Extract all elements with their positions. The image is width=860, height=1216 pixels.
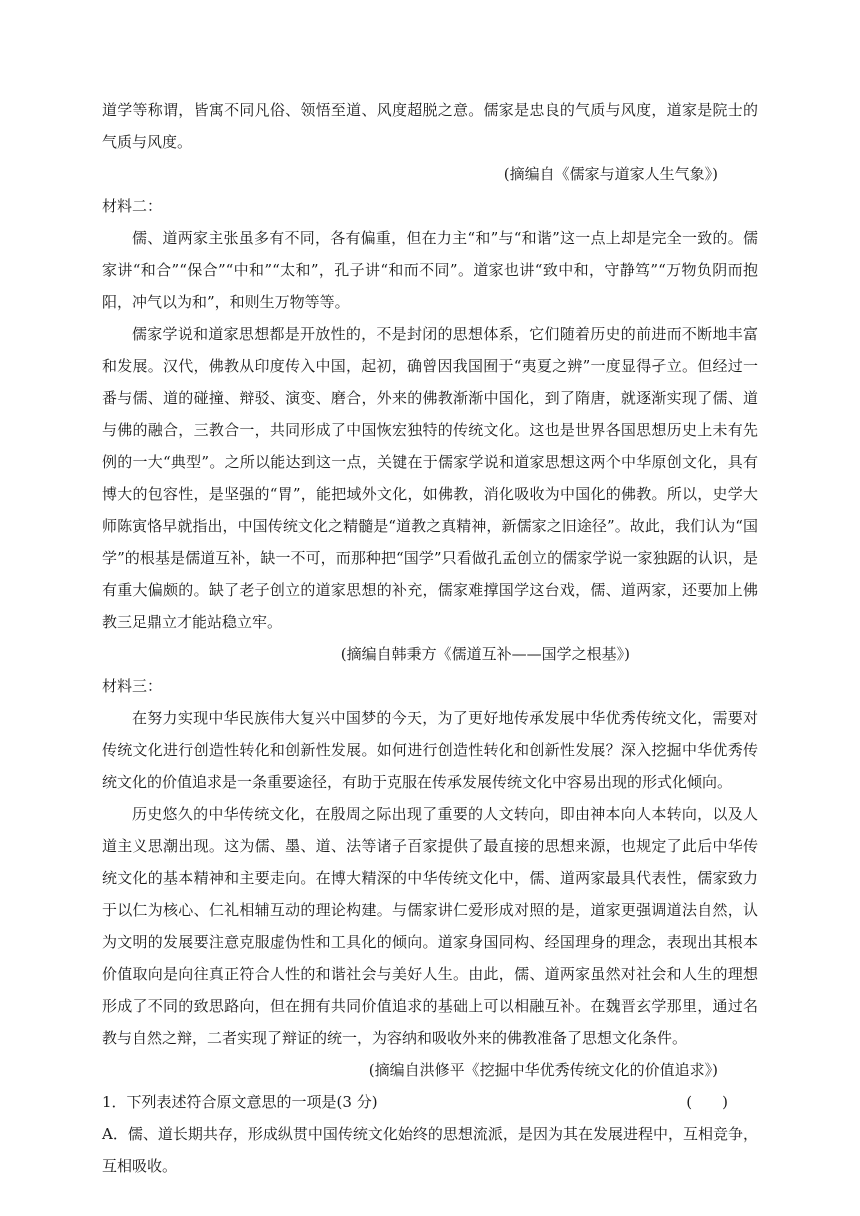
document-page (102, 94, 758, 1182)
question-1 (102, 1086, 758, 1118)
material2-paragraph-2: 儒家学说和道家思想都是开放性的，不是封闭的思想体系，它们随着历史的前进而不断地丰富和发展。汉代，佛教从印度传入中国，起初，确曾因我国囿于“夷夏之辨”一度显得孑立。但经过一番与儒、道的碰撞、辩驳、演变、磨合，外来的佛教渐渐中国化，到了隋唐，就逐渐实现了儒、道与佛的融合，三教合一，共同形成了中国恢宏独特的传统文化。这也是世界各国思想历史上未有先例的一大“典型”。之所以能达到这一点，关键在于儒家学说和道家思想这两个中华原创文化，具有博大的包容性，是坚强的“胃”，能把域外文化，如佛教，消化吸收为中国化的佛教。所以，史学大师陈寅恪早就指出，中国传统文化之精髓是“道教之真精神，新儒家之旧途径”。故此，我们认为“国学”的根基是儒道互补，缺一不可，而那种把“国学”只看做孔孟创立的儒家学说一家独踞的认识，是有重大偏颇的。缺了老子创立的道家思想的补充，儒家难撑国学这台戏，儒、道两家，还要加上佛教三足鼎立才能站稳立牢。 (102, 325, 758, 631)
intro-paragraph: 道学等称谓，皆寓不同凡俗、领悟至道、风度超脱之意。儒家是忠良的气质与风度，道家是院士的气质与风度。 (102, 101, 758, 151)
question-1-stem: 1．下列表述符合原文意思的一项是(3 分) (102, 1093, 378, 1111)
material3-source: (摘编自洪修平《挖掘中华优秀传统文化的价值追求》) (368, 1061, 718, 1079)
material2-heading: 材料二： (102, 197, 163, 215)
material3-paragraph-1: 在努力实现中华民族伟大复兴中国梦的今天，为了更好地传承发展中华优秀传统文化，需要对传统文化进行创造性转化和创新性发展。如何进行创造性转化和创新性发展？深入挖掘中华优秀传统文化的价值追求是一条重要途径，有助于克服在传承发展传统文化中容易出现的形式化倾向。 (102, 709, 758, 791)
question-1-answer-blank: ( ) (686, 1093, 728, 1111)
material3-heading: 材料三： (102, 677, 163, 695)
material3-paragraph-2: 历史悠久的中华传统文化，在殷周之际出现了重要的人文转向，即由神本向人本转向，以及人道主义思潮出现。这为儒、墨、道、法等诸子百家提供了最直接的思想来源，也规定了此后中华传统文化的基本精神和主要走向。在博大精深的中华传统文化中，儒、道两家最具代表性，儒家致力于以仁为核心、仁礼相辅互动的理论构建。与儒家讲仁爱形成对照的是，道家更强调道法自然，认为文明的发展要注意克服虚伪性和工具化的倾向。道家身国同构、经国理身的理念，表现出其根本价值取向是向往真正符合人性的和谐社会与美好人生。由此，儒、道两家虽然对社会和人生的理想形成了不同的致思路向，但在拥有共同价值追求的基础上可以相融互补。在魏晋玄学那里，通过名教与自然之辩，二者实现了辩证的统一，为容纳和吸收外来的佛教准备了思想文化条件。 (102, 805, 758, 1047)
material2-source: (摘编自韩秉方《儒道互补——国学之根基》) (340, 645, 630, 663)
question-1-option-a: A．儒、道长期共存，形成纵贯中国传统文化始终的思想流派，是因为其在发展进程中，互相竞争，互相吸收。 (102, 1125, 758, 1175)
intro-source: (摘编自《儒家与道家人生气象》) (503, 165, 718, 183)
material2-paragraph-1: 儒、道两家主张虽多有不同，各有偏重，但在力主“和”与“和谐”这一点上却是完全一致的。儒家讲“和合”“保合”“中和”“太和”，孔子讲“和而不同”。道家也讲“致中和，守静笃”“万物负阴而抱阳，冲气以为和”，和则生万物等等。 (102, 229, 758, 311)
